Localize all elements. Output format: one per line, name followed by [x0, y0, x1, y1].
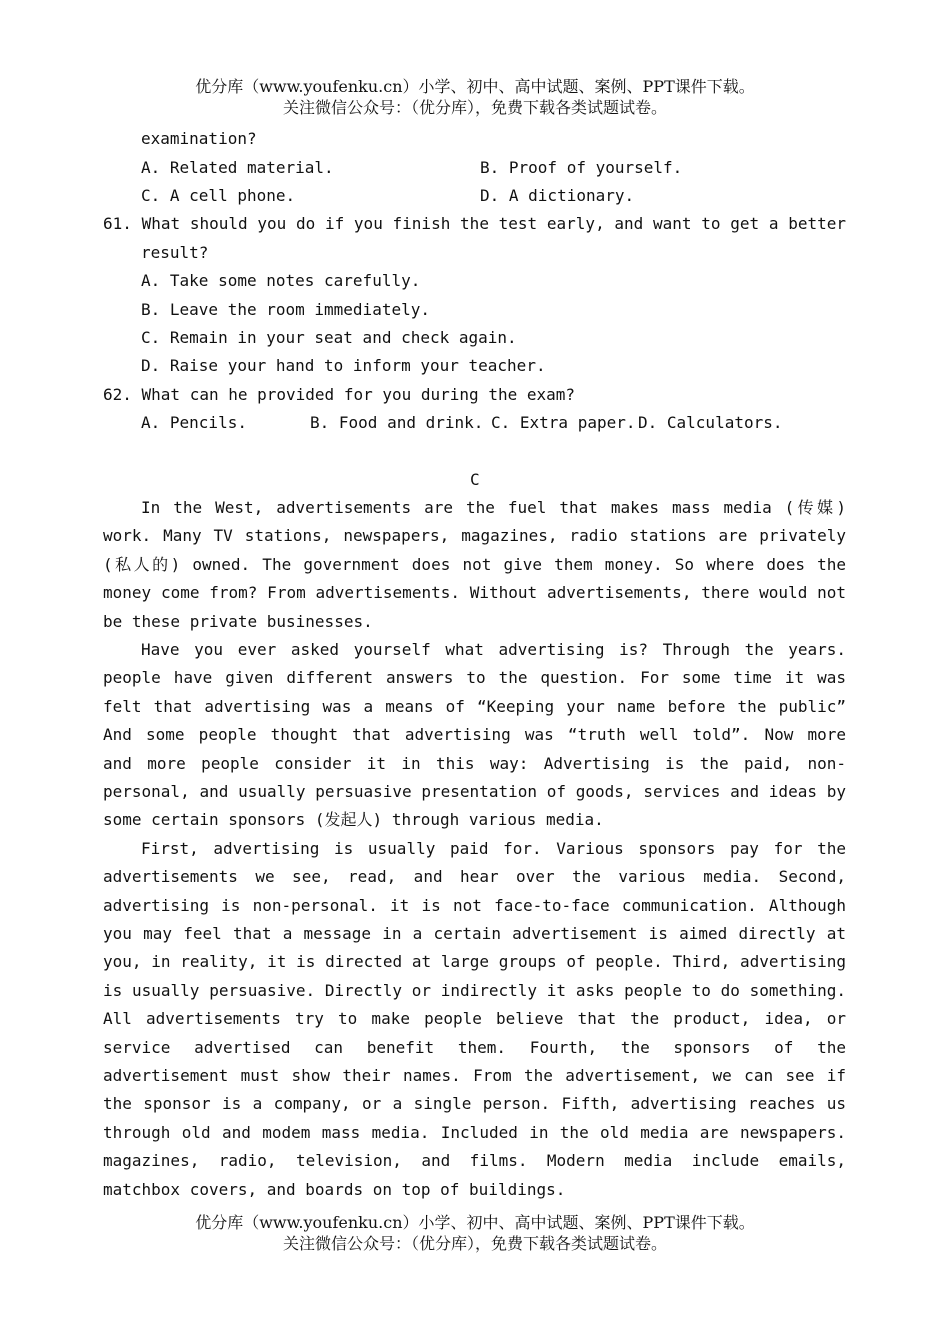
passage-line: felt that advertising was a means of “Keeping your name before the public”	[103, 697, 846, 716]
passage-line: money come from? From advertisements. Without advertisements, there would not	[103, 583, 846, 602]
passage-line: All advertisements try to make people believe that the product, idea, or	[103, 1009, 846, 1028]
passage-line: In the West, advertisements are the fuel that makes mass media (传媒)	[141, 498, 846, 517]
q61-option-d: D. Raise your hand to inform your teacher.	[141, 356, 546, 375]
passage-line: and more people consider it in this way: Advertising is the paid, non-	[103, 754, 846, 773]
passage-line: through old and modem mass media. Included in the old media are newspapers.	[103, 1123, 846, 1142]
footer-line-1: 优分库（www.youfenku.cn）小学、初中、高中试题、案例、PPT课件下载。	[195, 1213, 755, 1232]
q62-option-b: B. Food and drink.	[310, 413, 484, 432]
passage-line: some certain sponsors (发起人) through various media.	[103, 810, 604, 829]
section-heading: C	[470, 470, 480, 489]
q60-option-d: D. A dictionary.	[480, 186, 635, 205]
passage-line: advertisements we see, read, and hear over the various media. Second,	[103, 867, 846, 886]
q60-option-b: B. Proof of yourself.	[480, 158, 683, 177]
header-line-2: 关注微信公众号：（优分库），免费下载各类试题试卷。	[282, 98, 667, 117]
passage-line: work. Many TV stations, newspapers, magazines, radio stations are privately	[103, 526, 846, 545]
q61-stem-line-2: result?	[141, 243, 209, 262]
footer-line-2: 关注微信公众号：（优分库），免费下载各类试题试卷。	[282, 1234, 667, 1253]
passage-line: advertising is non-personal. it is not face-to-face communication. Although	[103, 896, 846, 915]
passage-line: (私人的) owned. The government does not give them money. So where does the	[103, 555, 846, 574]
passage-line: people have given different answers to the question. For some time it was	[103, 668, 846, 687]
passage-line: the sponsor is a company, or a single person. Fifth, advertising reaches us	[103, 1094, 846, 1113]
q61-option-c: C. Remain in your seat and check again.	[141, 328, 517, 347]
passage-line: advertisement must show their names. From the advertisement, we can see if	[103, 1066, 846, 1085]
header-line-1: 优分库（www.youfenku.cn）小学、初中、高中试题、案例、PPT课件下载。	[195, 77, 755, 96]
passage-line: is usually persuasive. Directly or indirectly it asks people to do something.	[103, 981, 846, 1000]
passage-line: First, advertising is usually paid for. Various sponsors pay for the	[141, 839, 846, 858]
q62-option-d: D. Calculators.	[638, 413, 783, 432]
passage-line: you, in reality, it is directed at large groups of people. Third, advertising	[103, 952, 846, 971]
q60-option-a: A. Related material.	[141, 158, 334, 177]
passage-line: be these private businesses.	[103, 612, 373, 631]
q60-stem-continuation: examination?	[141, 129, 257, 148]
passage-line: service advertised can benefit them. Fourth, the sponsors of the	[103, 1038, 846, 1057]
q62-option-a: A. Pencils.	[141, 413, 247, 432]
passage-line: Have you ever asked yourself what advertising is? Through the years.	[141, 640, 846, 659]
passage-line: matchbox covers, and boards on top of buildings.	[103, 1180, 566, 1199]
passage-line: And some people thought that advertising was “truth well told”. Now more	[103, 725, 846, 744]
q61-stem-line-1: 61. What should you do if you finish the test early, and want to get a better	[103, 214, 846, 233]
passage-line: you may feel that a message in a certain advertisement is aimed directly at	[103, 924, 846, 943]
q62-stem: 62. What can he provided for you during the exam?	[103, 385, 576, 404]
q62-option-c: C. Extra paper.	[491, 413, 636, 432]
q60-option-c: C. A cell phone.	[141, 186, 296, 205]
passage-line: magazines, radio, television, and films. Modern media include emails,	[103, 1151, 846, 1170]
q61-option-b: B. Leave the room immediately.	[141, 300, 430, 319]
q61-option-a: A. Take some notes carefully.	[141, 271, 421, 290]
passage-line: personal, and usually persuasive presentation of goods, services and ideas by	[103, 782, 846, 801]
